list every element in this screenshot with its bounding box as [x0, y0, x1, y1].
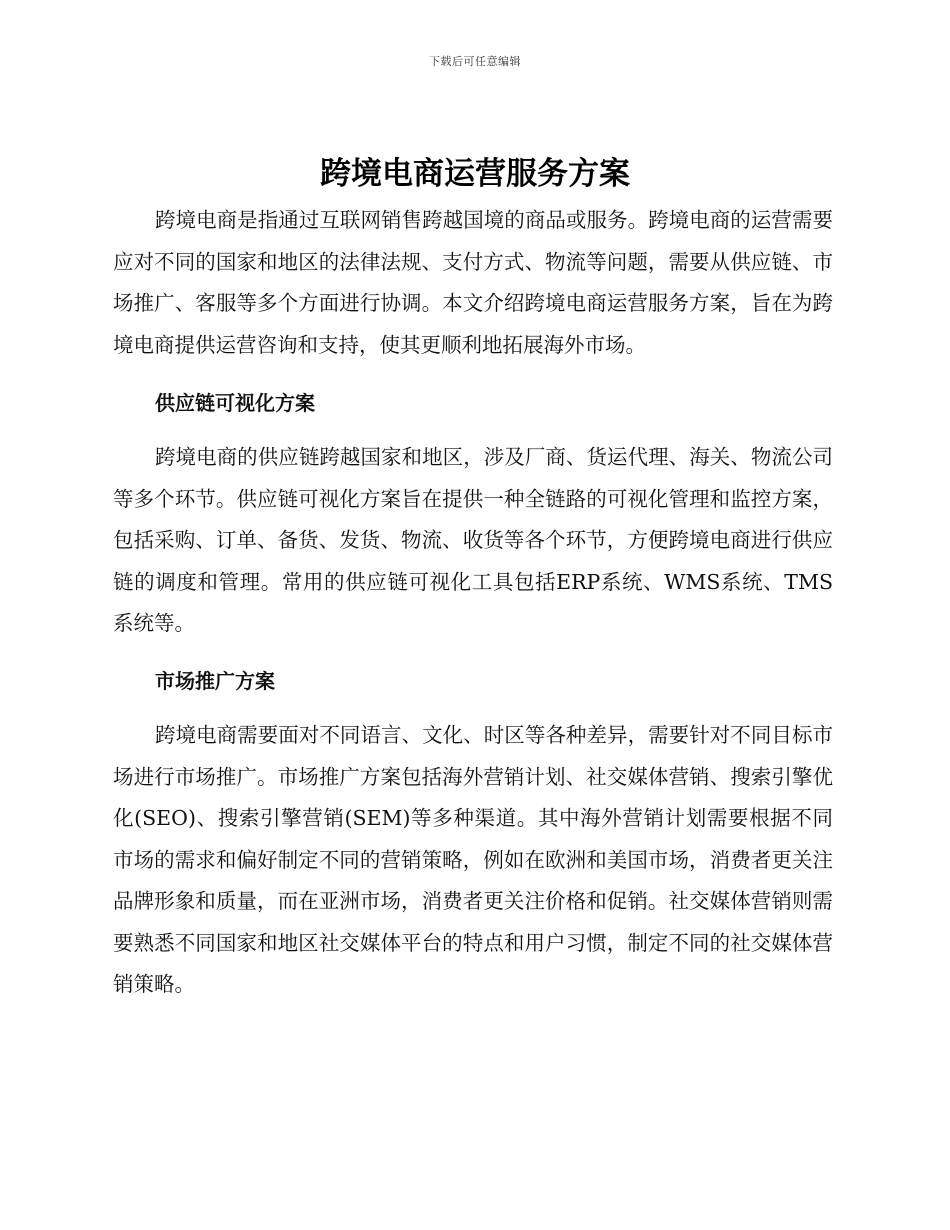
- intro-section: [113, 200, 833, 366]
- section-heading: 供应链可视化方案: [155, 391, 315, 415]
- section-marketing: [113, 666, 833, 696]
- header-note: 下载后可任意编辑: [429, 55, 521, 68]
- section-marketing-body: [113, 715, 833, 1006]
- section-paragraph: 跨境电商的供应链跨越国家和地区，涉及厂商、货运代理、海关、物流公司等多个环节。供应链可视化方案旨在提供一种全链路的可视化管理和监控方案，包括采购、订单、备货、发货、物流、收货等各个环节，方便跨境电商进行供应链的调度和管理。常用的供应链可视化工具包括ERP系统、WMS系统、TMS系统等。: [113, 445, 833, 635]
- section-supply-chain: [113, 388, 833, 418]
- document-title: 跨境电商运营服务方案: [320, 156, 630, 192]
- section-paragraph: 跨境电商需要面对不同语言、文化、时区等各种差异，需要针对不同目标市场进行市场推广。市场推广方案包括海外营销计划、社交媒体营销、搜索引擎优化(SEO)、搜索引擎营销(SEM)等多种渠道。其中海外营销计划需要根据不同市场的需求和偏好制定不同的营销策略，例如在欧洲和美国市场，消费者更关注品牌形象和质量，而在亚洲市场，消费者更关注价格和促销。社交媒体营销则需要熟悉不同国家和地区社交媒体平台的特点和用户习惯，制定不同的社交媒体营销策略。: [113, 723, 833, 996]
- section-heading: 市场推广方案: [155, 669, 275, 693]
- intro-paragraph: 跨境电商是指通过互联网销售跨越国境的商品或服务。跨境电商的运营需要应对不同的国家和地区的法律法规、支付方式、物流等问题，需要从供应链、市场推广、客服等多个方面进行协调。本文介绍跨境电商运营服务方案，旨在为跨境电商提供运营咨询和支持，使其更顺利地拓展海外市场。: [113, 208, 833, 357]
- section-supply-chain-body: [113, 437, 833, 645]
